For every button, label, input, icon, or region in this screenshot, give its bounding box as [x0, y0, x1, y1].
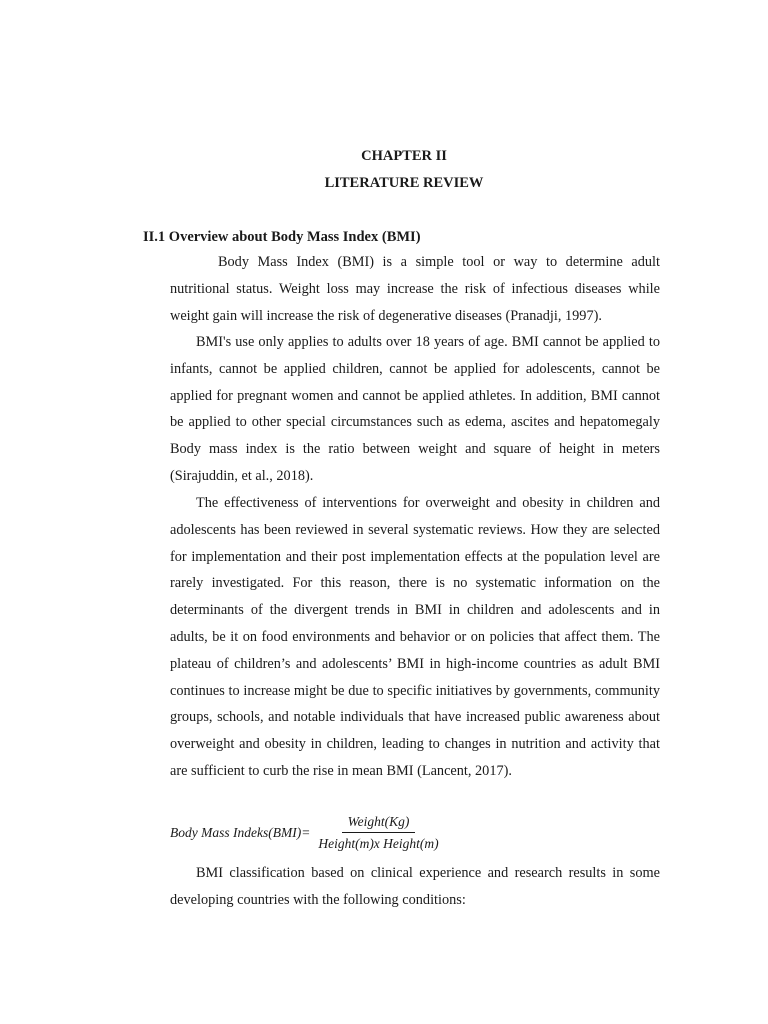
formula-denominator: Height(m)x Height(m)	[318, 836, 439, 851]
chapter-number: CHAPTER II	[361, 148, 447, 164]
formula-fraction	[312, 813, 444, 852]
bmi-formula	[170, 813, 445, 852]
formula-numerator: Weight(Kg)	[342, 813, 416, 833]
chapter-title: LITERATURE REVIEW	[324, 175, 484, 191]
formula-lhs: Body Mass Indeks(BMI)=	[170, 824, 311, 840]
paragraph-bmi-usage: BMI's use only applies to adults over 18 years of age. BMI cannot be applied to infants, cannot be applied children, cannot be applied for adolescents, cannot be applied for pregnant women and cannot be applied athletes. In addition, BMI cannot be applied to other special circumstances such as edema, ascites and hepatomegaly Body mass index is the ratio between weight and square of height in meters (Sirajuddin, et al., 2018).	[170, 334, 660, 484]
paragraph-classification: BMI classification based on clinical experience and research results in some developing countries with the following conditions:	[170, 865, 660, 908]
paragraph-bmi-definition: Body Mass Index (BMI) is a simple tool or way to determine adult nutritional status. Weight loss may increase the risk of infectious diseases while weight gain will increase the risk of degenerative diseases (Pranadji, 1997).	[170, 254, 660, 324]
paragraph-interventions: The effectiveness of interventions for overweight and obesity in children and adolescents has been reviewed in several systematic reviews. How they are selected for implementation and their post implementation effects at the population level are rarely investigated. For this reason, there is no systematic information on the determinants of the divergent trends in BMI in children and adolescents and in adults, be it on food environments and behavior or on policies that affect them. The plateau of children’s and adolescents’ BMI in high-income countries as adult BMI continues to increase might be due to specific initiatives by governments, community groups, schools, and notable individuals that have increased public awareness about overweight and obesity in children, leading to changes in nutrition and activity that are sufficient to curb the rise in mean BMI (Lancent, 2017).	[170, 495, 660, 779]
section-heading: II.1 Overview about Body Mass Index (BMI)	[143, 229, 421, 245]
